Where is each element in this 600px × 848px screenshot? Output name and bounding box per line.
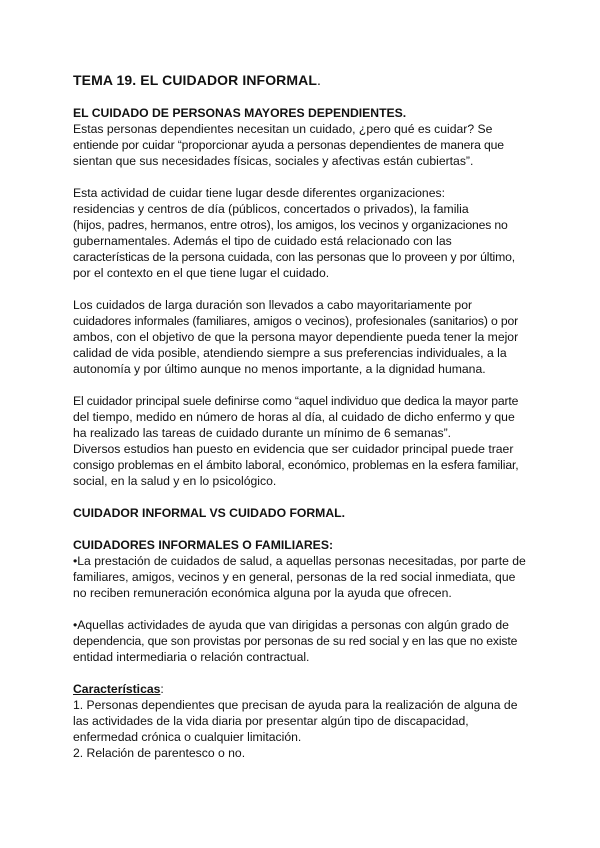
section-informal-family-caregivers (73, 538, 553, 602)
characteristics-colon: : (160, 682, 164, 696)
paragraph-line: cuidadores informales (familiares, amigos o vecinos), profesionales (sanitarios) o por (73, 313, 519, 328)
list-item: 1. Personas dependientes que precisan de ayuda para la realización de alguna de (73, 697, 518, 712)
document-title (73, 72, 321, 88)
paragraph-line: familiares, amigos, vecinos y en general, personas de la red social inmediata, que (73, 569, 516, 584)
paragraph-line: Diversos estudios han puesto en evidencia que ser cuidador principal puede traer (73, 441, 514, 456)
paragraph-line: características de la persona cuidada, con las personas que lo proveen y por último, (73, 249, 515, 264)
paragraph-line: consigo problemas en el ámbito laboral, económico, problemas en la esfera familiar, (73, 457, 519, 472)
paragraph-line: residencias y centros de día (públicos, concertados o privados), la familia (73, 201, 469, 216)
document-title-text: TEMA 19. EL CUIDADOR INFORMAL (73, 72, 318, 88)
list-item: las actividades de la vida diaria por presentar algún tipo de discapacidad, (73, 713, 469, 728)
paragraph-line: no reciben remuneración económica alguna por la ayuda que ofrecen. (73, 585, 452, 600)
paragraph-line: dependencia, que son provistas por personas de su red social y en las que no existe (73, 633, 518, 648)
paragraph-care-organizations (73, 186, 553, 281)
section-heading: EL CUIDADO DE PERSONAS MAYORES DEPENDIENTES. (73, 106, 407, 120)
paragraph-line: (hijos, padres, hermanos, entre otros), los amigos, los vecinos y organizaciones no (73, 217, 508, 232)
paragraph-line: entiende por cuidar “proporcionar ayuda a personas dependientes de manera que (73, 137, 504, 152)
characteristics-heading-line (73, 682, 553, 698)
paragraph-line: gubernamentales. Además el tipo de cuidado está relacionado con las (73, 233, 452, 248)
paragraph-line: •La prestación de cuidados de salud, a aquellas personas necesitadas, por parte de (73, 553, 526, 568)
section-dependent-elderly-care (73, 106, 553, 170)
paragraph-line: ambos, con el objetivo de que la persona mayor dependiente pueda tener la mejor (73, 329, 519, 344)
section-characteristics (73, 682, 553, 762)
list-item: 2. Relación de parentesco o no. (73, 745, 246, 760)
section-heading: CUIDADOR INFORMAL VS CUIDADO FORMAL. (73, 506, 345, 520)
paragraph-line: calidad de vida posible, atendiendo siempre a sus preferencias individuales, a la (73, 345, 507, 360)
paragraph-line: Esta actividad de cuidar tiene lugar desde diferentes organizaciones: (73, 186, 445, 200)
paragraph-line: del tiempo, medido en número de horas al día, al cuidado de dicho enfermo y que (73, 409, 515, 424)
list-item: enfermedad crónica o cualquier limitación. (73, 729, 302, 744)
paragraph-line: El cuidador principal suele definirse como “aquel individuo que dedica la mayor parte (73, 394, 519, 408)
paragraph-line: autonomía y por último aunque no menos importante, a la dignidad humana. (73, 361, 486, 376)
paragraph-line: Estas personas dependientes necesitan un cuidado, ¿pero qué es cuidar? Se (73, 121, 493, 136)
characteristics-heading: Características (73, 682, 161, 696)
paragraph-principal-caregiver (73, 394, 553, 489)
section-heading: CUIDADORES INFORMALES O FAMILIARES: (73, 538, 334, 552)
paragraph-line: ha realizado las tareas de cuidado durante un mínimo de 6 semanas”. (73, 425, 452, 440)
paragraph-long-term-care (73, 298, 553, 378)
paragraph-line: •Aquellas actividades de ayuda que van dirigidas a personas con algún grado de (73, 618, 509, 632)
paragraph-line: social, en la salud y en lo psicológico. (73, 473, 277, 488)
paragraph-line: por el contexto en el que tiene lugar el cuidado. (73, 265, 330, 280)
paragraph-line: Los cuidados de larga duración son llevados a cabo mayoritariamente por (73, 298, 473, 312)
document-title-period: . (317, 72, 322, 88)
section-informal-vs-formal (73, 506, 553, 522)
paragraph-support-activities (73, 618, 553, 666)
paragraph-line: sientan que sus necesidades físicas, sociales y afectivas están cubiertas”. (73, 153, 474, 168)
paragraph-line: entidad intermediaria o relación contractual. (73, 649, 310, 664)
